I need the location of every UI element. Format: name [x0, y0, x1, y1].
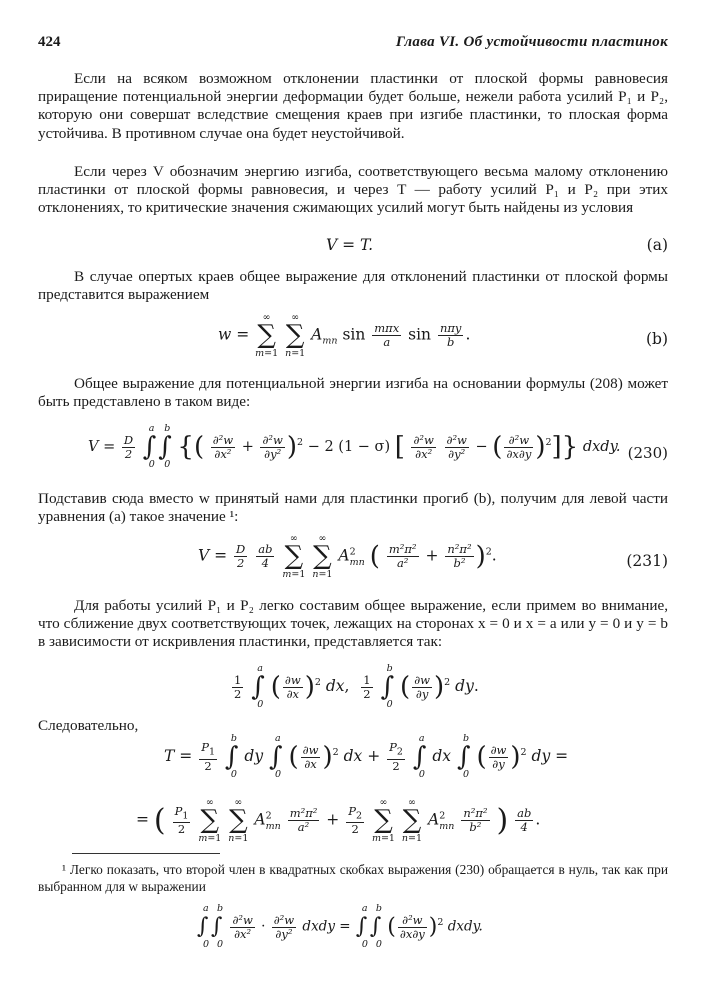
dxdy-footnote-right: dxdy.: [447, 918, 483, 935]
paragraph-2: Если через V обозначим энергию изгиба, соответствующего весьма малому отклонению пластинки от плоской формы равновесия, и через T — работу усилий P₁ и P₂ при этих отклонениях, то критические значения сжимающих усилий могут быть найдены из условия: [38, 163, 668, 217]
equation-a: V = T.: [326, 236, 374, 254]
chapter-title: Глава VI. Об устойчивости пластинок: [395, 34, 668, 50]
equation-230: V = $\frac{D}{2}$ a ∫ 0 b ∫ 0 {( $\frac{\text{∂²w}}{\text{∂x²}}$ + $\frac{\text{∂²w}}{\text{∂y²}}$ )$^2$ − 2 (1 − σ) [ $\frac{\text{∂²w}}{\text{∂x²}}$ $\frac{\text{∂²w}}{\text{∂y²}}$ − ( $\frac{\text{∂²w}}{\partial x\partial y}$ )$^2$]} dxdy.: [88, 423, 621, 470]
footnote-rule: [72, 853, 220, 854]
equation-231-number: (231): [626, 552, 668, 570]
dxdy-230: dxdy.: [582, 439, 621, 455]
equation-work-line-2: = ( $\frac{P_1}{2}$ ∞ ∑ m=1 ∞ ∑ n=1 $A^2_{mn}$ $\frac{\text{m²π²}}{\text{a²}}$ + $\frac{P_2}{2}$ ∞ ∑ m=1 ∞ ∑ n=1 $A^2_{mn}$ $\frac{\text{n²π²}}{\text{b²}}$ ) $\frac{ab}{4}$ .: [136, 797, 541, 844]
footnote-text: ¹ Легко показать, что второй член в квадратных скобках выражения (230) обращается в нуль, так как при выбранном для w выражении: [38, 862, 668, 894]
paragraph-5: Подставив сюда вместо w принятый нами для пластинки прогиб (b), получим для левой части уравнения (a) такое значение ¹:: [38, 490, 668, 526]
equation-231: V = $\frac{D}{2}$ $\frac{ab}{4}$ ∞ ∑ m=1 ∞ ∑ n=1 $A^2_{mn}$ ( $\frac{\text{m²π²}}{\text{a²}}$ + $\frac{\text{n²π²}}{\text{b²}}$ )$^2$.: [198, 533, 497, 580]
paragraph-6: Для работы усилий P₁ и P₂ легко составим общее выражение, если примем во внимание, что сближение двух соответствующих точек, лежащих на сторонах x = 0 и x = a или y = 0 и y = b в зависимости от искривления пластинки, представляется так:: [38, 597, 668, 651]
footnote-equation: a ∫ 0 b ∫ 0 $\frac{\text{∂²w}}{\text{∂x²}}$ · $\frac{\text{∂²w}}{\text{∂y²}}$ dxdy = a ∫ 0 b ∫ 0 ( $\frac{\text{∂²w}}{\partial x\partial y}$ )$^2$ dxdy.: [197, 903, 483, 950]
paragraph-4: Общее выражение для потенциальной энергии изгиба на основании формулы (208) может быть представлено в таком виде:: [38, 375, 668, 411]
equation-b-number: (b): [645, 330, 668, 348]
paragraph-1: Если на всяком возможном отклонении пластинки от плоской формы равновесия приращение потенциальной энергии деформации будет больше, нежели работа усилий P₁ и P₂, которую они совершат вследствие смещения краев при изгибе пластинки, то плоская форма устойчива. В противном случае она будет неустойчивой.: [38, 70, 668, 142]
equation-b: w = ∞ ∑ m=1 ∞ ∑ n=1 $A_{mn}$ sin $\frac{\text{mπx}}{a}$ sin $\frac{\text{nπy}}{b}$ .: [218, 312, 471, 359]
equation-a-number: (a): [646, 236, 668, 254]
equation-230-number: (230): [627, 444, 668, 462]
page-number: 424: [38, 34, 61, 50]
paragraph-3: В случае опертых краев общее выражение для отклонений пластинки от плоской формы представится выражением: [38, 268, 668, 304]
equation-work-line-1: T = $\frac{P_1}{2}$ b ∫ 0 dy a ∫ 0 ( $\frac{\partial w}{\partial x}$ )$^2$ dx + $\frac{P_2}{2}$ a ∫ 0 dx b ∫ 0 ( $\frac{\partial w}{\partial y}$ )$^2$ dy =: [164, 733, 569, 780]
equation-approach: $\frac{1}{2}$ a ∫ 0 ( $\frac{\partial w}{\partial x}$ )$^2$ dx, $\frac{1}{2}$ b ∫ 0 ( $\frac{\partial w}{\partial y}$ )$^2$ dy.: [234, 663, 479, 710]
running-header: [38, 34, 668, 54]
dxdy-footnote-left: dxdy: [302, 918, 335, 935]
paragraph-7-lead: Следовательно,: [38, 717, 139, 734]
